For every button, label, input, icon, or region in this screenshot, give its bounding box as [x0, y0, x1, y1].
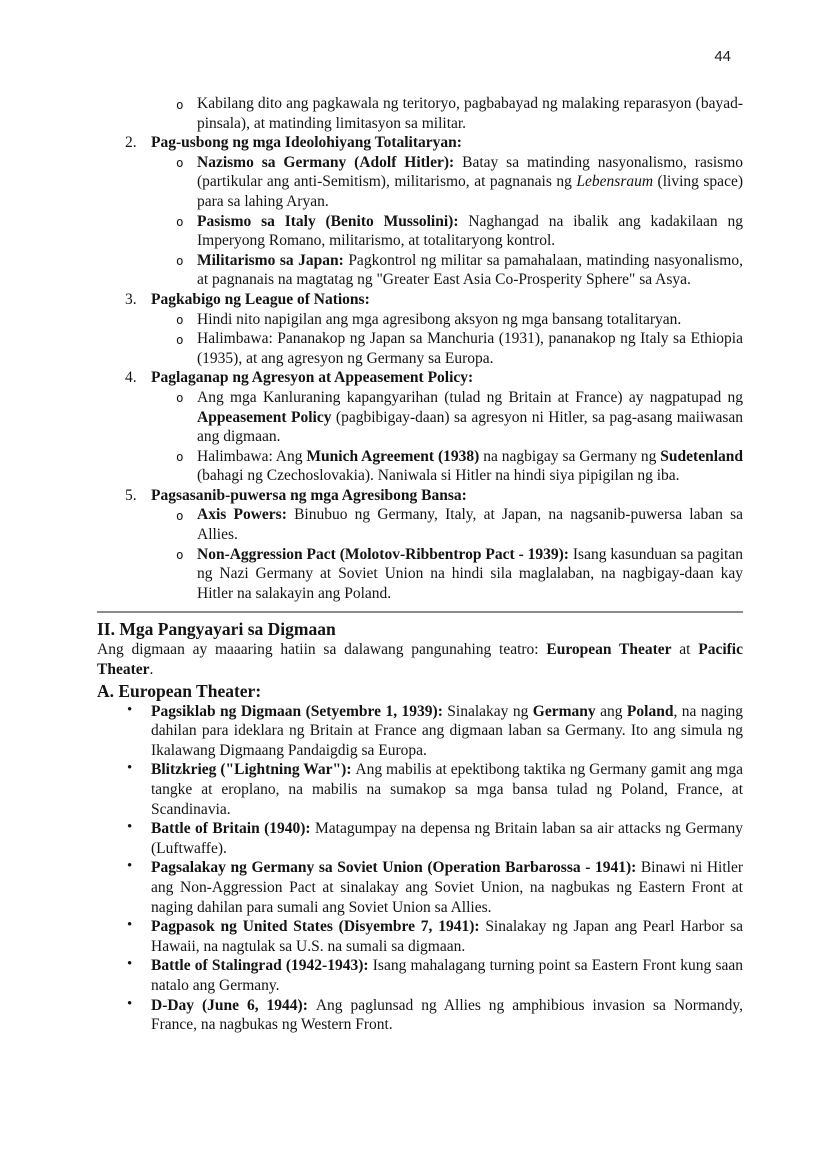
disc-bullet-icon: • — [127, 956, 133, 973]
circle-bullet-icon: o — [176, 390, 184, 406]
list-item-text: Pagsiklab ng Digmaan (Setyembre 1, 1939): Sinalakay ng Germany ang Poland, na naging dahilan para ideklara ng Britain at France ang digmaan laban sa Germany. Ito ang simula ng Ikalawang Digmaang Pandaigdig sa Europa. — [151, 702, 744, 759]
disc-bullet-icon: • — [127, 701, 133, 718]
list-item-text: Ang mga Kanluraning kapangyarihan (tulad ng Britain at France) ay nagpatupad ng Appeasement Policy (pagbibigay-daan) sa agresyon ni Hitler, sa pag-asang maiiwasan ang digmaan. — [197, 388, 743, 446]
circle-bullet-icon: o — [176, 253, 184, 269]
list-item — [97, 153, 743, 212]
list-item — [97, 505, 743, 544]
bullet-list-item — [97, 760, 743, 819]
disc-bullet-icon: • — [127, 995, 133, 1012]
list-item — [97, 212, 743, 251]
bullet-list-item — [97, 956, 743, 995]
item-number: 5. — [125, 486, 137, 504]
disc-bullet-icon: • — [127, 760, 133, 777]
section-heading: II. Mga Pangyayari sa Digmaan — [97, 619, 336, 640]
numbered-list-item — [97, 368, 743, 388]
item-number: 4. — [125, 369, 137, 387]
circle-bullet-icon: o — [176, 331, 184, 347]
disc-bullet-icon: • — [127, 858, 133, 875]
list-item-title: Pagsasanib-puwersa ng mga Agresibong Bansa: — [151, 486, 467, 504]
subsection-heading: A. European Theater: — [97, 680, 262, 701]
list-item-text: Hindi nito napigilan ang mga agresibong aksyon ng mga bansang totalitaryan. — [197, 310, 682, 328]
bullet-list-item — [97, 996, 743, 1035]
list-item-title: Pag-usbong ng mga Ideolohiyang Totalitaryan: — [151, 134, 462, 152]
list-item-text: Halimbawa: Pananakop ng Japan sa Manchuria (1931), pananakop ng Italy sa Ethiopia (1935), at ang agresyon ng Germany sa Europa. — [197, 330, 743, 367]
circle-bullet-icon: o — [176, 155, 184, 171]
numbered-list-item — [97, 133, 743, 153]
list-item-text: Battle of Stalingrad (1942-1943): Isang mahalagang turning point sa Eastern Front kung saan natalo ang Germany. — [151, 957, 743, 994]
section-divider — [97, 611, 743, 613]
section-intro-paragraph: Ang digmaan ay maaaring hatiin sa dalawang pangunahing teatro: European Theater at Pacific Theater. — [97, 641, 743, 679]
bullet-list-item — [97, 917, 743, 956]
list-item-text: Axis Powers: Binubuo ng Germany, Italy, at Japan, na nagsanib-puwersa laban sa Allies. — [197, 506, 743, 544]
bullet-list-item — [97, 858, 743, 917]
circle-bullet-icon: o — [176, 547, 184, 563]
numbered-list-item — [97, 486, 743, 506]
circle-bullet-icon: o — [176, 449, 184, 465]
circle-bullet-icon: o — [176, 507, 184, 523]
list-item-text: D-Day (June 6, 1944): Ang paglunsad ng Allies ng amphibious invasion sa Normandy, France, na nagbukas ng Western Front. — [151, 996, 744, 1034]
list-item-text: Non-Aggression Pact (Molotov-Ribbentrop Pact - 1939): Isang kasunduan sa pagitan ng Nazi Germany at Soviet Union na hindi sila maglalaban, na nagbigay-daan kay Hitler na salakayin ang Poland. — [197, 545, 743, 602]
page-number: 44 — [714, 48, 731, 65]
list-item — [97, 388, 743, 447]
list-item-text: Halimbawa: Ang Munich Agreement (1938) na nagbigay sa Germany ng Sudetenland (bahagi ng Czechoslovakia). Naniwala si Hitler na hindi siya pipigilan ng iba. — [197, 447, 743, 485]
list-item — [97, 447, 743, 486]
document-content — [97, 94, 743, 1035]
list-item-text: Pagsalakay ng Germany sa Soviet Union (Operation Barbarossa - 1941): Binawi ni Hitler ang Non-Aggression Pact at sinalakay ang Soviet Union, na nagbukas ng Eastern Front at naging dahilan para sumali ang Soviet Union sa Allies. — [151, 859, 743, 916]
circle-bullet-icon: o — [176, 96, 184, 112]
list-item-text: Pasismo sa Italy (Benito Mussolini): Naghangad na ibalik ang kadakilaan ng Imperyong Romano, militarismo, at totalitaryong kontrol. — [197, 212, 743, 250]
list-item-title: Paglaganap ng Agresyon at Appeasement Policy: — [151, 369, 474, 387]
list-item-text: Battle of Britain (1940): Matagumpay na depensa ng Britain laban sa air attacks ng Germany (Luftwaffe). — [151, 820, 743, 857]
numbered-list-item — [97, 290, 743, 310]
list-item — [97, 545, 743, 604]
item-number: 2. — [125, 134, 137, 152]
disc-bullet-icon: • — [127, 819, 133, 836]
list-item — [97, 251, 743, 290]
bullet-list-item — [97, 702, 743, 761]
list-item-text: Nazismo sa Germany (Adolf Hitler): Batay sa matinding nasyonalismo, rasismo (partikular ang anti-Semitism), militarismo, at pagnanais ng Lebensraum (living space) para sa lahing Aryan. — [197, 153, 743, 210]
list-item — [97, 329, 743, 368]
item-number: 3. — [125, 290, 137, 308]
list-item-title: Pagkabigo ng League of Nations: — [151, 290, 370, 308]
list-item-text: Blitzkrieg ("Lightning War"): Ang mabilis at epektibong taktika ng Germany gamit ang mga tangke at eroplano, na mabilis na sumakop sa mga bansa tulad ng Poland, France, at Scandinavia. — [151, 761, 743, 818]
circle-bullet-icon: o — [176, 312, 184, 328]
list-item-text: Kabilang dito ang pagkawala ng teritoryo, pagbabayad ng malaking reparasyon (bayad-pinsala), at matinding limitasyon sa militar. — [197, 95, 743, 132]
list-item — [97, 94, 743, 133]
list-item — [97, 310, 743, 330]
list-item-text: Militarismo sa Japan: Pagkontrol ng militar sa pamahalaan, matinding nasyonalismo, at pagnanais na magtatag ng "Greater East Asia Co-Prosperity Sphere" sa Asya. — [197, 251, 743, 289]
circle-bullet-icon: o — [176, 214, 184, 230]
list-item-text: Pagpasok ng United States (Disyembre 7, 1941): Sinalakay ng Japan ang Pearl Harbor sa Hawaii, na nagtulak sa U.S. na sumali sa digmaan. — [151, 918, 743, 955]
disc-bullet-icon: • — [127, 917, 133, 934]
bullet-list-item — [97, 819, 743, 858]
